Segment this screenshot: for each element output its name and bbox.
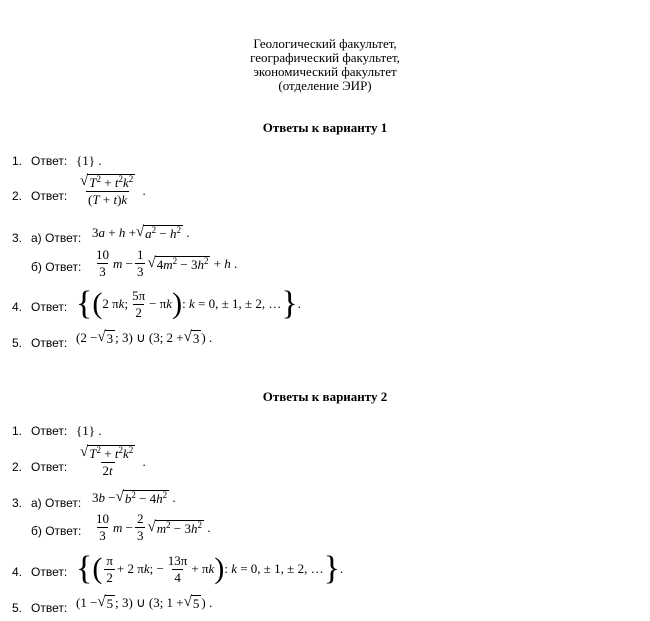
variant-2-title: Ответы к варианту 2 (262, 389, 388, 404)
answer-formula: {1} . (76, 423, 102, 438)
v2-answer-3b-formula: 10 3 m − $\frac{2}{3}$ √ $m^2 - 3h^2$ . (96, 511, 211, 543)
answer-label: а) Ответ: (31, 231, 82, 245)
variant-1-title: Ответы к варианту 1 (262, 120, 388, 135)
answer-label: а) Ответ: (31, 496, 82, 510)
v2-answer-4-formula: { ( π 2 + 2 πk; − $\frac{13\pi}{4}$ + πk ) : k = 0, ± 1, ± 2, … } . (76, 550, 344, 587)
item-number: 2. (12, 189, 23, 203)
item-number: 4. (12, 565, 23, 579)
v2-answer-3a-formula: 3b − √ $b^2 - 4h^2$ . (92, 489, 176, 506)
v1-answer-3b-formula: 10 3 m − $\frac{1}{3}$ √ $4m^2 - 3h^2$ + h . (96, 247, 238, 279)
answer-label: Ответ: (31, 460, 68, 474)
v2-answer-2-formula: √ $T^2 + t^2k^2$ 2t . (80, 444, 146, 479)
header-line-4: (отделение ЭИР) (278, 78, 372, 93)
item-number: 3. (12, 496, 23, 510)
v1-answer-5-formula: (2 − √ 3 ; 3) ∪ (3; 2 + √ 3 ) . (76, 329, 213, 346)
item-number: 4. (12, 300, 23, 314)
v1-answer-2-formula: √ $T^2 + t^2k^2$ (T + t)k . (80, 173, 146, 208)
header-line-1: Геологический факультет, (253, 36, 397, 51)
answer-label: Ответ: (31, 189, 68, 203)
answer-label: б) Ответ: (31, 524, 82, 538)
answer-label: Ответ: (31, 336, 68, 350)
item-number: 5. (12, 336, 23, 350)
header-line-2: географический факультет, (250, 50, 400, 65)
faculty-header (0, 37, 650, 93)
answer-label: Ответ: (31, 601, 68, 615)
v1-answer-3a-formula: 3a + h + √ $a^2 - h^2$ . (92, 224, 190, 241)
v2-answer-5-formula: (1 − √ 5 ; 3) ∪ (3; 1 + √ 5 ) . (76, 594, 213, 611)
answer-label: Ответ: (31, 154, 68, 168)
answer-label: Ответ: (31, 424, 68, 438)
v1-answer-4-formula: { ( 2 πk; 5π 2 − πk ) : k = 0, ± 1, ± 2, … } . (76, 285, 301, 322)
answer-label: б) Ответ: (31, 260, 82, 274)
header-line-3: экономический факультет (253, 64, 397, 79)
item-number: 5. (12, 601, 23, 615)
item-number: 1. (12, 424, 23, 438)
answer-label: Ответ: (31, 300, 68, 314)
answer-formula: {1} . (76, 153, 102, 168)
answer-label: Ответ: (31, 565, 68, 579)
item-number: 3. (12, 231, 23, 245)
item-number: 2. (12, 460, 23, 474)
item-number: 1. (12, 154, 23, 168)
